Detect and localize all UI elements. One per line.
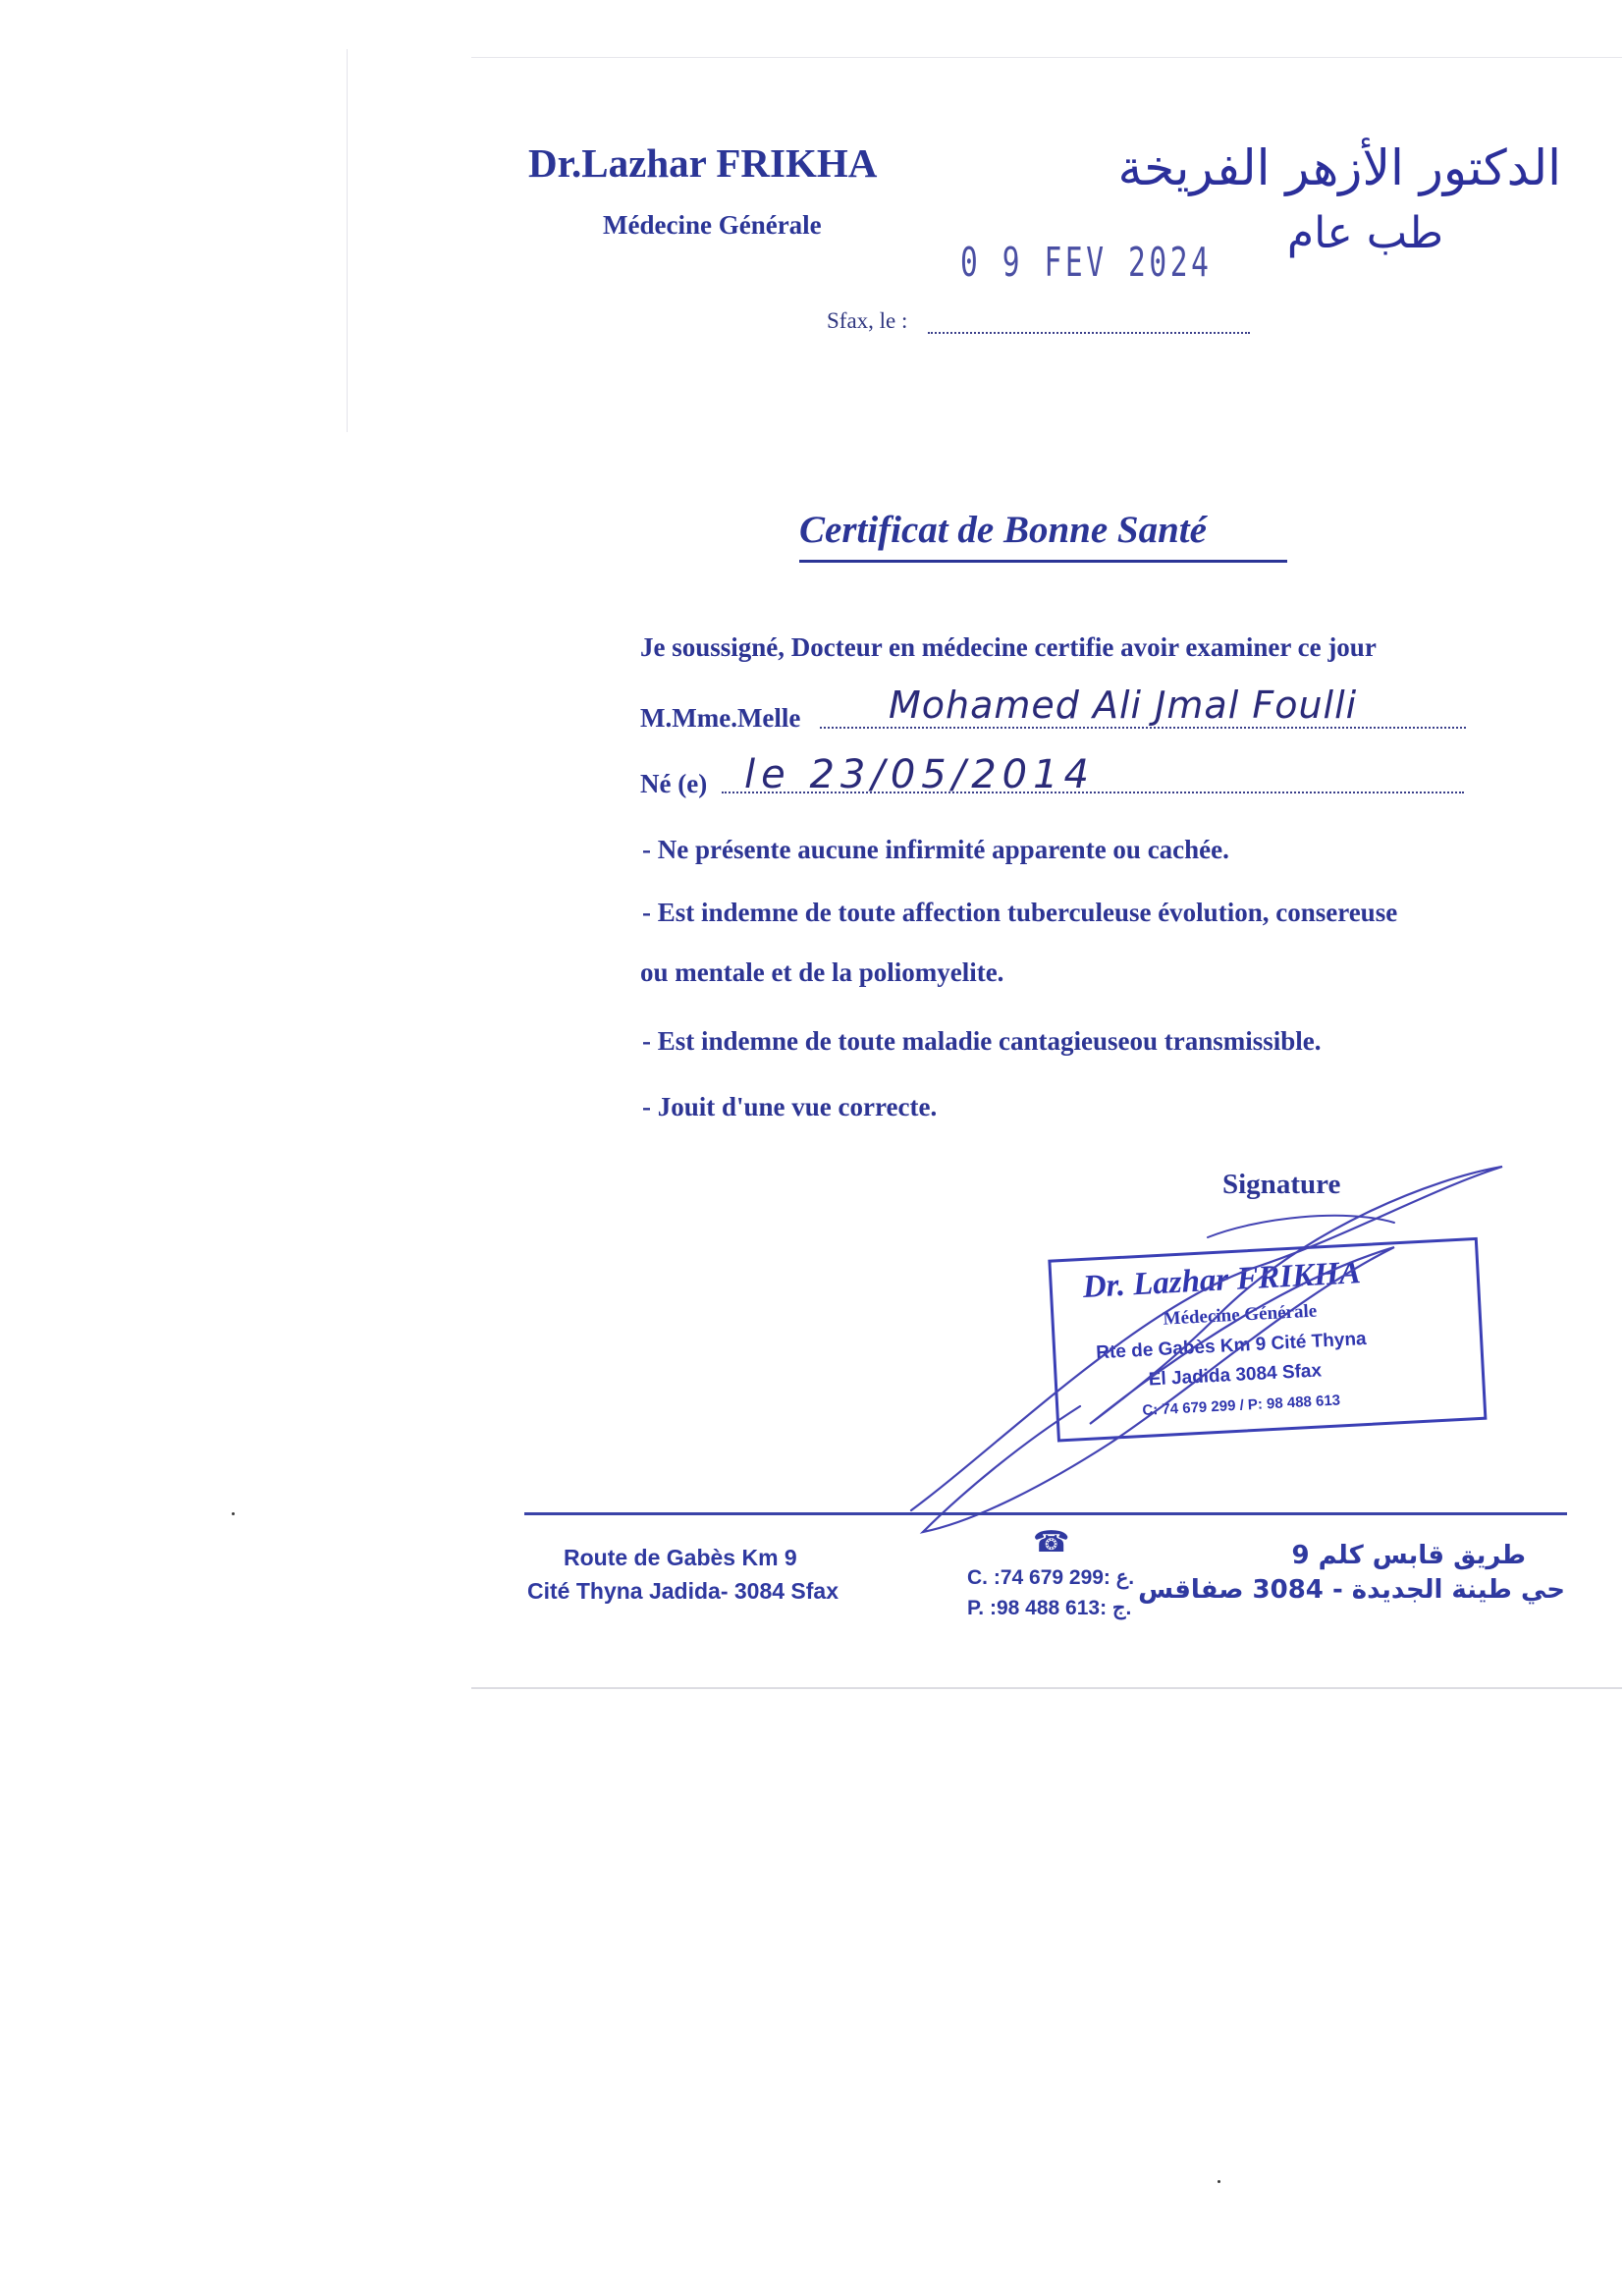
clause-tuberculosis-continued: ou mentale et de la poliomyelite. <box>640 957 1004 987</box>
scan-edge <box>347 49 348 432</box>
scan-speck <box>1218 2180 1220 2183</box>
date-dotted-line <box>928 332 1250 334</box>
city-date-label: Sfax, le : <box>827 308 908 333</box>
birth-date-handwritten: le 23/05/2014 <box>744 752 1095 797</box>
paper-edge <box>471 1687 1622 1689</box>
signature-label: Signature <box>1222 1169 1341 1200</box>
clause-tuberculosis: - Est indemne de toute affection tuberculeuse évolution, consereuse <box>642 898 1398 927</box>
clause-no-infirmity: - Ne présente aucune infirmité apparente ou cachée. <box>642 835 1229 864</box>
title-underline <box>799 560 1287 563</box>
clause-contagious: - Est indemne de toute maladie cantagieuseou transmissible. <box>642 1026 1322 1056</box>
footer-address-arabic-line1: طريق قابس كلم 9 <box>1291 1541 1526 1570</box>
footer-address-line1: Route de Gabès Km 9 <box>564 1545 797 1570</box>
patient-dotted-line <box>820 727 1466 729</box>
certificate-intro: Je soussigné, Docteur en médecine certifie avoir examiner ce jour <box>640 632 1377 662</box>
handwritten-signature <box>884 1149 1522 1542</box>
doctor-name: Dr.Lazhar FRIKHA <box>528 140 878 186</box>
certificate-title: Certificat de Bonne Santé <box>799 509 1207 551</box>
doctor-name-arabic: الدكتور الأزهر الفريخة <box>1117 139 1561 196</box>
clause-vision: - Jouit d'une vue correcte. <box>642 1092 938 1121</box>
doctor-specialty-arabic: طب عام <box>1286 208 1443 258</box>
birth-label: Né (e) <box>640 769 708 798</box>
stamp-address-2: El Jadida 3084 Sfax <box>1148 1360 1323 1391</box>
stamp-address-1: Rte de Gabès Km 9 Cité Thyna <box>1095 1328 1368 1364</box>
footer-rule <box>524 1512 1567 1515</box>
stamp-specialty: Médecine Générale <box>1163 1300 1318 1330</box>
footer-address-line2: Cité Thyna Jadida- 3084 Sfax <box>527 1578 839 1604</box>
stamp-phones: C: 74 679 299 / P: 98 488 613 <box>1142 1392 1341 1419</box>
footer-address-arabic-line2: حي طينة الجديدة - 3084 صفاقس <box>1138 1575 1565 1605</box>
scan-speck <box>232 1512 235 1515</box>
patient-label: M.Mme.Melle <box>640 703 801 733</box>
stamp-doctor-name: Dr. Lazhar FRIKHA <box>1081 1255 1362 1305</box>
patient-name-handwritten: Mohamed Ali Jmal Foulli <box>889 683 1358 727</box>
date-stamp: 0 9 FEV 2024 <box>960 239 1213 286</box>
footer-phone-c: C. :74 679 299: ع. <box>967 1566 1135 1589</box>
phone-icon: ☎ <box>1033 1526 1070 1558</box>
doctor-specialty: Médecine Générale <box>603 210 822 240</box>
footer-phone-p: P. :98 488 613: ج. <box>967 1597 1132 1619</box>
